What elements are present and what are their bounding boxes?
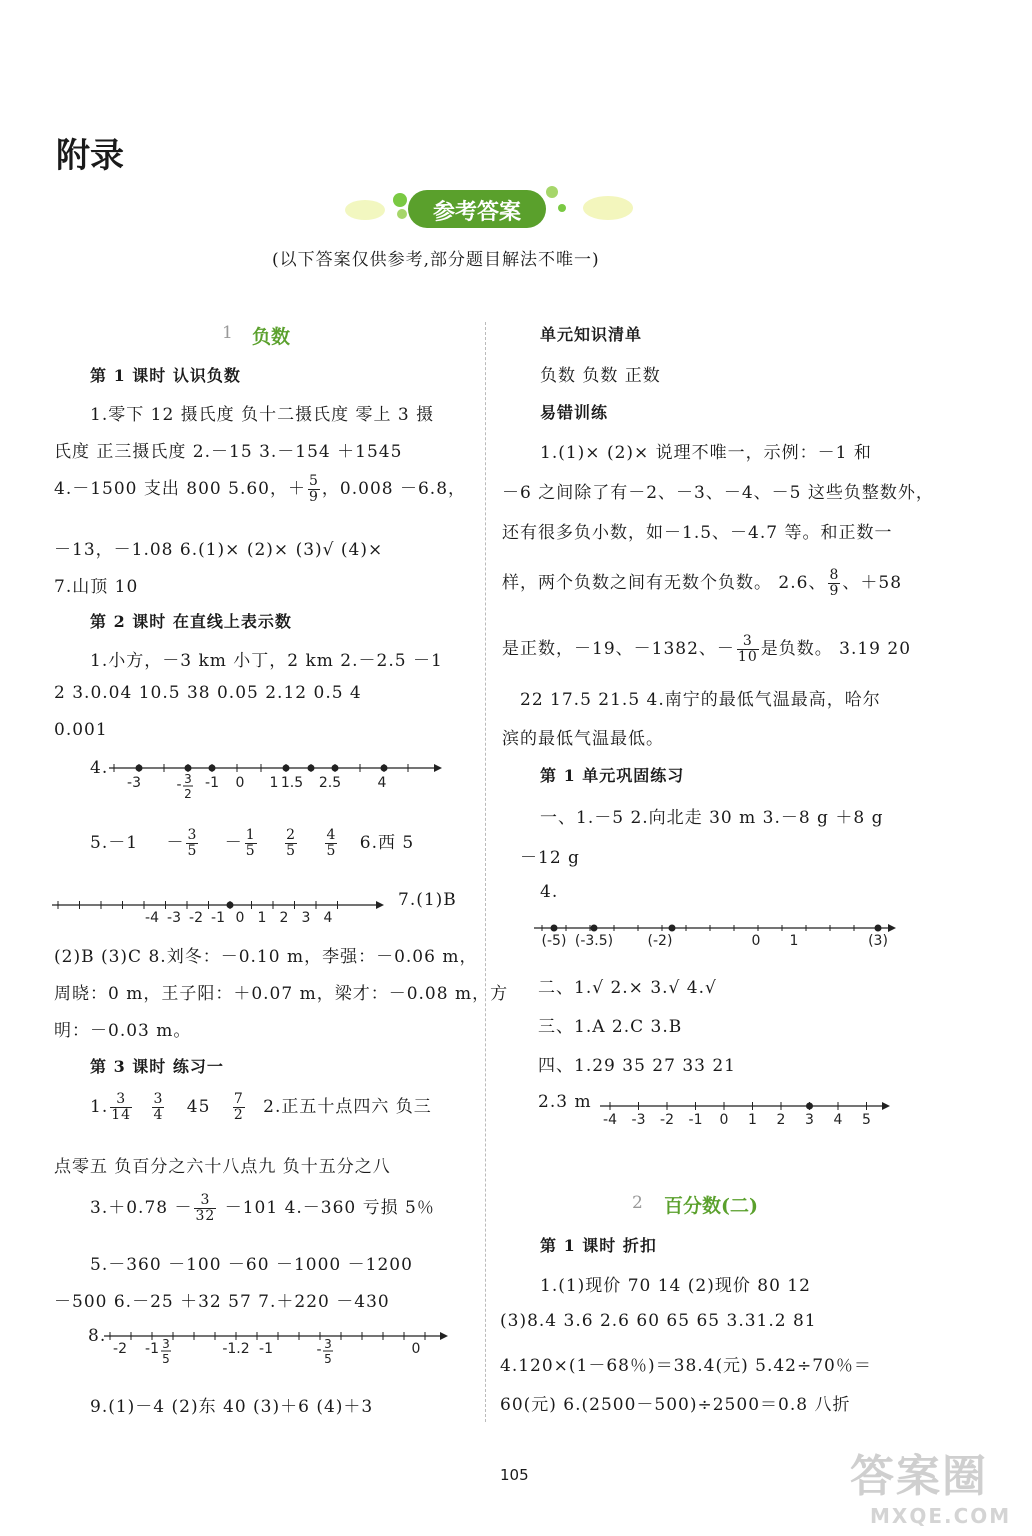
section1-number: 1 [222, 323, 233, 343]
fraction-denominator: 5 [286, 843, 297, 859]
text-fragment: 样，两个负数之间有无数个负数。 2.6、 [502, 573, 827, 593]
text-fragment: 45 [186, 1097, 211, 1117]
text-line: 1.(1)现价 70 14 (2)现价 80 12 [540, 1276, 811, 1296]
text-line: 三、1.A 2.C 3.B [538, 1017, 683, 1037]
fraction-denominator: 10 [737, 649, 758, 665]
text-line: 四、1.29 35 27 33 21 [538, 1056, 736, 1076]
lesson2-title: 第 2 课时 在直线上表示数 [90, 612, 292, 631]
tick-label: -2 [189, 910, 203, 926]
fraction-numerator: 2 [286, 827, 297, 844]
fraction-denominator: 14 [111, 1107, 132, 1123]
text-fragment: 1. [90, 1097, 109, 1117]
tick-label: -1 [259, 1341, 273, 1357]
text-line: 7.山顶 10 [54, 577, 139, 597]
text-line: 1.小方，－3 km 小丁，2 km 2.－2.5 －1 [90, 651, 443, 671]
tick-label: (-3.5) [574, 933, 614, 949]
text-line: 一、1.－5 2.向北走 30 m 3.－8 g ＋8 g [540, 808, 884, 828]
tick-label: 1.5 [280, 775, 304, 791]
text-line: 明：－0.03 m。 [54, 1021, 192, 1041]
fraction-numerator: 7 [233, 1091, 244, 1108]
tick-label: 1 [748, 1112, 757, 1128]
tick-label: -2 [660, 1112, 674, 1128]
text-fragment: 4.－1500 支出 800 5.60，＋ [54, 479, 306, 499]
number-line-5 [102, 1326, 452, 1376]
tick-label: 0 [411, 1341, 421, 1357]
fraction-denominator: 5 [324, 1352, 332, 1366]
tick-label: -3 [127, 775, 141, 791]
fraction-denominator: 2 [233, 1107, 244, 1123]
tick-label: (-2) [647, 933, 673, 949]
text-line: 4.120×(1－68％)＝38.4(元) 5.42÷70％＝ [500, 1356, 872, 1376]
tick-label: 2 [776, 1112, 786, 1128]
point-marker [136, 765, 142, 771]
text-line: 滨的最低气温最低。 [502, 729, 664, 749]
section2-title: 百分数(二) [664, 1195, 758, 1217]
fraction [737, 634, 759, 664]
fraction-numerator: 8 [829, 567, 840, 584]
text-fragment: ，0.008 －6.8， [321, 479, 467, 499]
text-line: 2.3 m [538, 1092, 592, 1112]
text-line: 点零五 负百分之六十八点九 负十五分之八 [54, 1157, 391, 1177]
text-fragment: 是正数，－19、－1382、－ [502, 639, 735, 659]
text-line: 1.(1)× (2)× 说理不唯一，示例：－1 和 [540, 443, 872, 463]
text-line [90, 1092, 432, 1123]
fraction-denominator: 5 [162, 1352, 170, 1366]
banner-title: 参考答案 [432, 200, 521, 225]
text-line: －500 6.－25 ＋32 57 7.＋220 －430 [54, 1292, 390, 1312]
subheading: 第 1 单元巩固练习 [540, 766, 685, 785]
subheading: 易错训练 [540, 403, 609, 422]
tick-label: -1.2 [222, 1341, 250, 1357]
fraction-denominator: 4 [153, 1107, 164, 1123]
column-divider [485, 322, 486, 1422]
point-marker [381, 765, 387, 771]
watermark-text: 答案圈 [850, 1451, 988, 1502]
arrow-head [434, 764, 442, 772]
point-marker [807, 1103, 813, 1109]
section2-number: 2 [632, 1193, 643, 1213]
text-line [54, 474, 466, 505]
tick-label: -1 [205, 775, 219, 791]
tick-label: -4 [603, 1112, 617, 1128]
tick-label: 2 [279, 910, 289, 926]
answer-note: (以下答案仅供参考,部分题目解法不唯一) [272, 250, 600, 270]
q4-label: 4. [90, 758, 109, 778]
text-line: －13，－1.08 6.(1)× (2)× (3)√ (4)× [54, 540, 384, 560]
tick-label: 1 [269, 775, 279, 791]
watermark-logo [850, 1440, 1020, 1530]
tick-label: - [316, 1342, 322, 1358]
tick-label: -1 [145, 1341, 159, 1357]
text-line: －6 之间除了有－2、－3、－4、－5 这些负整数外， [502, 483, 934, 503]
tick-label: - [176, 777, 182, 793]
tick-label: 4 [377, 775, 387, 791]
fraction-numerator: 5 [309, 473, 319, 490]
point-marker [185, 765, 191, 771]
point-marker [209, 765, 215, 771]
fraction-numerator: 3 [737, 634, 759, 650]
fraction-denominator: 9 [309, 489, 319, 505]
fraction [828, 568, 840, 598]
fraction [245, 828, 257, 858]
tick-label: (-5) [541, 933, 567, 949]
watermark-url: MXQE.COM [870, 1504, 1012, 1528]
text-line: 60(元) 6.(2500－500)÷2500＝0.8 八折 [500, 1395, 851, 1415]
number-line-4 [598, 1098, 898, 1132]
lesson1-title: 第 1 课时 认识负数 [90, 366, 241, 385]
text-line: 4. [540, 882, 559, 902]
fraction-numerator: 3 [162, 1337, 170, 1351]
tick-label: 0 [751, 933, 761, 949]
fraction-numerator: 3 [110, 1092, 132, 1108]
tick-label: 0 [235, 775, 245, 791]
point-marker [551, 925, 557, 931]
fraction-denominator: 32 [195, 1208, 216, 1224]
fraction-denominator: 5 [245, 843, 256, 859]
number-line-3 [532, 920, 907, 954]
text-line: (3)8.4 3.6 2.6 60 65 65 3.31.2 81 [500, 1311, 817, 1331]
fraction-denominator: 5 [187, 843, 198, 859]
text-line: 0.001 [54, 720, 108, 740]
text-line: 1.零下 12 摄氏度 负十二摄氏度 零上 3 摄 [90, 405, 435, 425]
tick-label: 3 [805, 1112, 814, 1128]
fraction-denominator: 9 [829, 583, 840, 599]
text-line: 5.－360 －100 －60 －1000 －1200 [90, 1255, 413, 1275]
tick-label: 1 [257, 910, 267, 926]
tick-label: 0 [719, 1112, 729, 1128]
text-line: 22 17.5 21.5 4.南宁的最低气温最高，哈尔 [520, 690, 881, 710]
arrow-head [888, 924, 896, 932]
tick-label: -1 [688, 1112, 703, 1128]
fraction [325, 828, 337, 858]
arrow-head [882, 1102, 890, 1110]
point-marker [332, 765, 338, 771]
tick-label: -4 [145, 910, 159, 926]
text-line [90, 1193, 435, 1224]
fraction-numerator: 3 [187, 827, 198, 844]
point-marker [308, 765, 314, 771]
page-title: 附录 [56, 136, 124, 176]
point-marker [875, 925, 881, 931]
fraction-numerator: 4 [326, 827, 337, 844]
tick-label: 2.5 [318, 775, 342, 791]
section1-title: 负数 [252, 326, 291, 348]
fraction-denominator: 5 [326, 843, 337, 859]
text-fragment: 2.正五十点四六 负三 [263, 1097, 432, 1117]
fraction-numerator: 3 [153, 1091, 164, 1108]
fraction [186, 828, 198, 858]
tick-label: -1 [211, 910, 225, 926]
tick-label: -3 [167, 910, 181, 926]
fraction [194, 1193, 216, 1223]
fraction-numerator: 1 [245, 827, 256, 844]
page-number: 105 [500, 1466, 529, 1484]
q8-label: 8. [88, 1326, 107, 1346]
text-fragment: 3.＋0.78 － [90, 1198, 193, 1218]
arrow-head [376, 901, 384, 909]
fraction-numerator: 3 [194, 1193, 216, 1209]
text-line: 5.－1 － $\frac{3}{5}$ － $\frac{1}{5}$ $\frac{2}{5}$ $\frac{4}{5}$ 6.西 5 [90, 827, 415, 859]
subheading: 单元知识清单 [540, 325, 643, 344]
text-line: 还有很多负小数，如－1.5、－4.7 等。和正数一 [502, 523, 893, 543]
tick-label: 4 [323, 910, 333, 926]
fraction-numerator: 3 [184, 772, 192, 786]
fraction [152, 1092, 164, 1122]
text-line: 负数 负数 正数 [540, 366, 661, 386]
tick-label: (3) [868, 933, 888, 949]
text-line: 9.(1)－4 (2)东 40 (3)＋6 (4)＋3 [90, 1397, 374, 1417]
fraction [110, 1092, 132, 1122]
text-line [502, 568, 902, 599]
text-line: (2)B (3)C 8.刘冬：－0.10 m，李强：－0.06 m， [54, 947, 478, 967]
answer-banner [340, 178, 640, 238]
text-fragment: 6.西 5 [359, 833, 415, 853]
text-line: 7.(1)B [398, 890, 457, 910]
point-marker [669, 925, 675, 931]
text-fragment: 、＋58 [842, 573, 903, 593]
point-marker [591, 925, 597, 931]
fraction-numerator: 3 [324, 1337, 332, 1351]
text-fragment: 5.－1 [90, 833, 139, 853]
arrow-head [440, 1332, 448, 1340]
text-line: 氏度 正三摄氏度 2.－15 3.－154 ＋1545 [54, 442, 403, 462]
lesson3-title: 第 3 课时 练习一 [90, 1057, 224, 1076]
tick-label: -3 [631, 1112, 646, 1128]
tick-label: 1 [789, 933, 799, 949]
tick-label: 0 [235, 910, 245, 926]
fraction [308, 474, 320, 504]
text-line: 2 3.0.04 10.5 38 0.05 2.12 0.5 4 [54, 683, 362, 703]
tick-label: 5 [862, 1112, 871, 1128]
point-marker [227, 902, 233, 908]
text-fragment: －101 4.－360 亏损 5％ [218, 1198, 435, 1218]
fraction [233, 1092, 245, 1122]
fraction-denominator: 2 [184, 787, 192, 801]
text-fragment: 是负数。 3.19 20 [760, 639, 912, 659]
tick-label: -2 [113, 1341, 127, 1357]
fraction [285, 828, 297, 858]
number-line-2 [50, 895, 390, 929]
text-line: 二、1.√ 2.× 3.√ 4.√ [538, 978, 717, 998]
tick-label: 4 [833, 1112, 843, 1128]
text-line [502, 634, 911, 665]
subheading: 第 1 课时 折扣 [540, 1236, 657, 1255]
text-line: 周晓：0 m，王子阳：＋0.07 m，梁才：－0.08 m，方 [54, 984, 509, 1004]
point-marker [283, 765, 289, 771]
text-line: －12 g [520, 848, 580, 868]
tick-label: 3 [301, 910, 311, 926]
number-line-1 [104, 756, 444, 808]
